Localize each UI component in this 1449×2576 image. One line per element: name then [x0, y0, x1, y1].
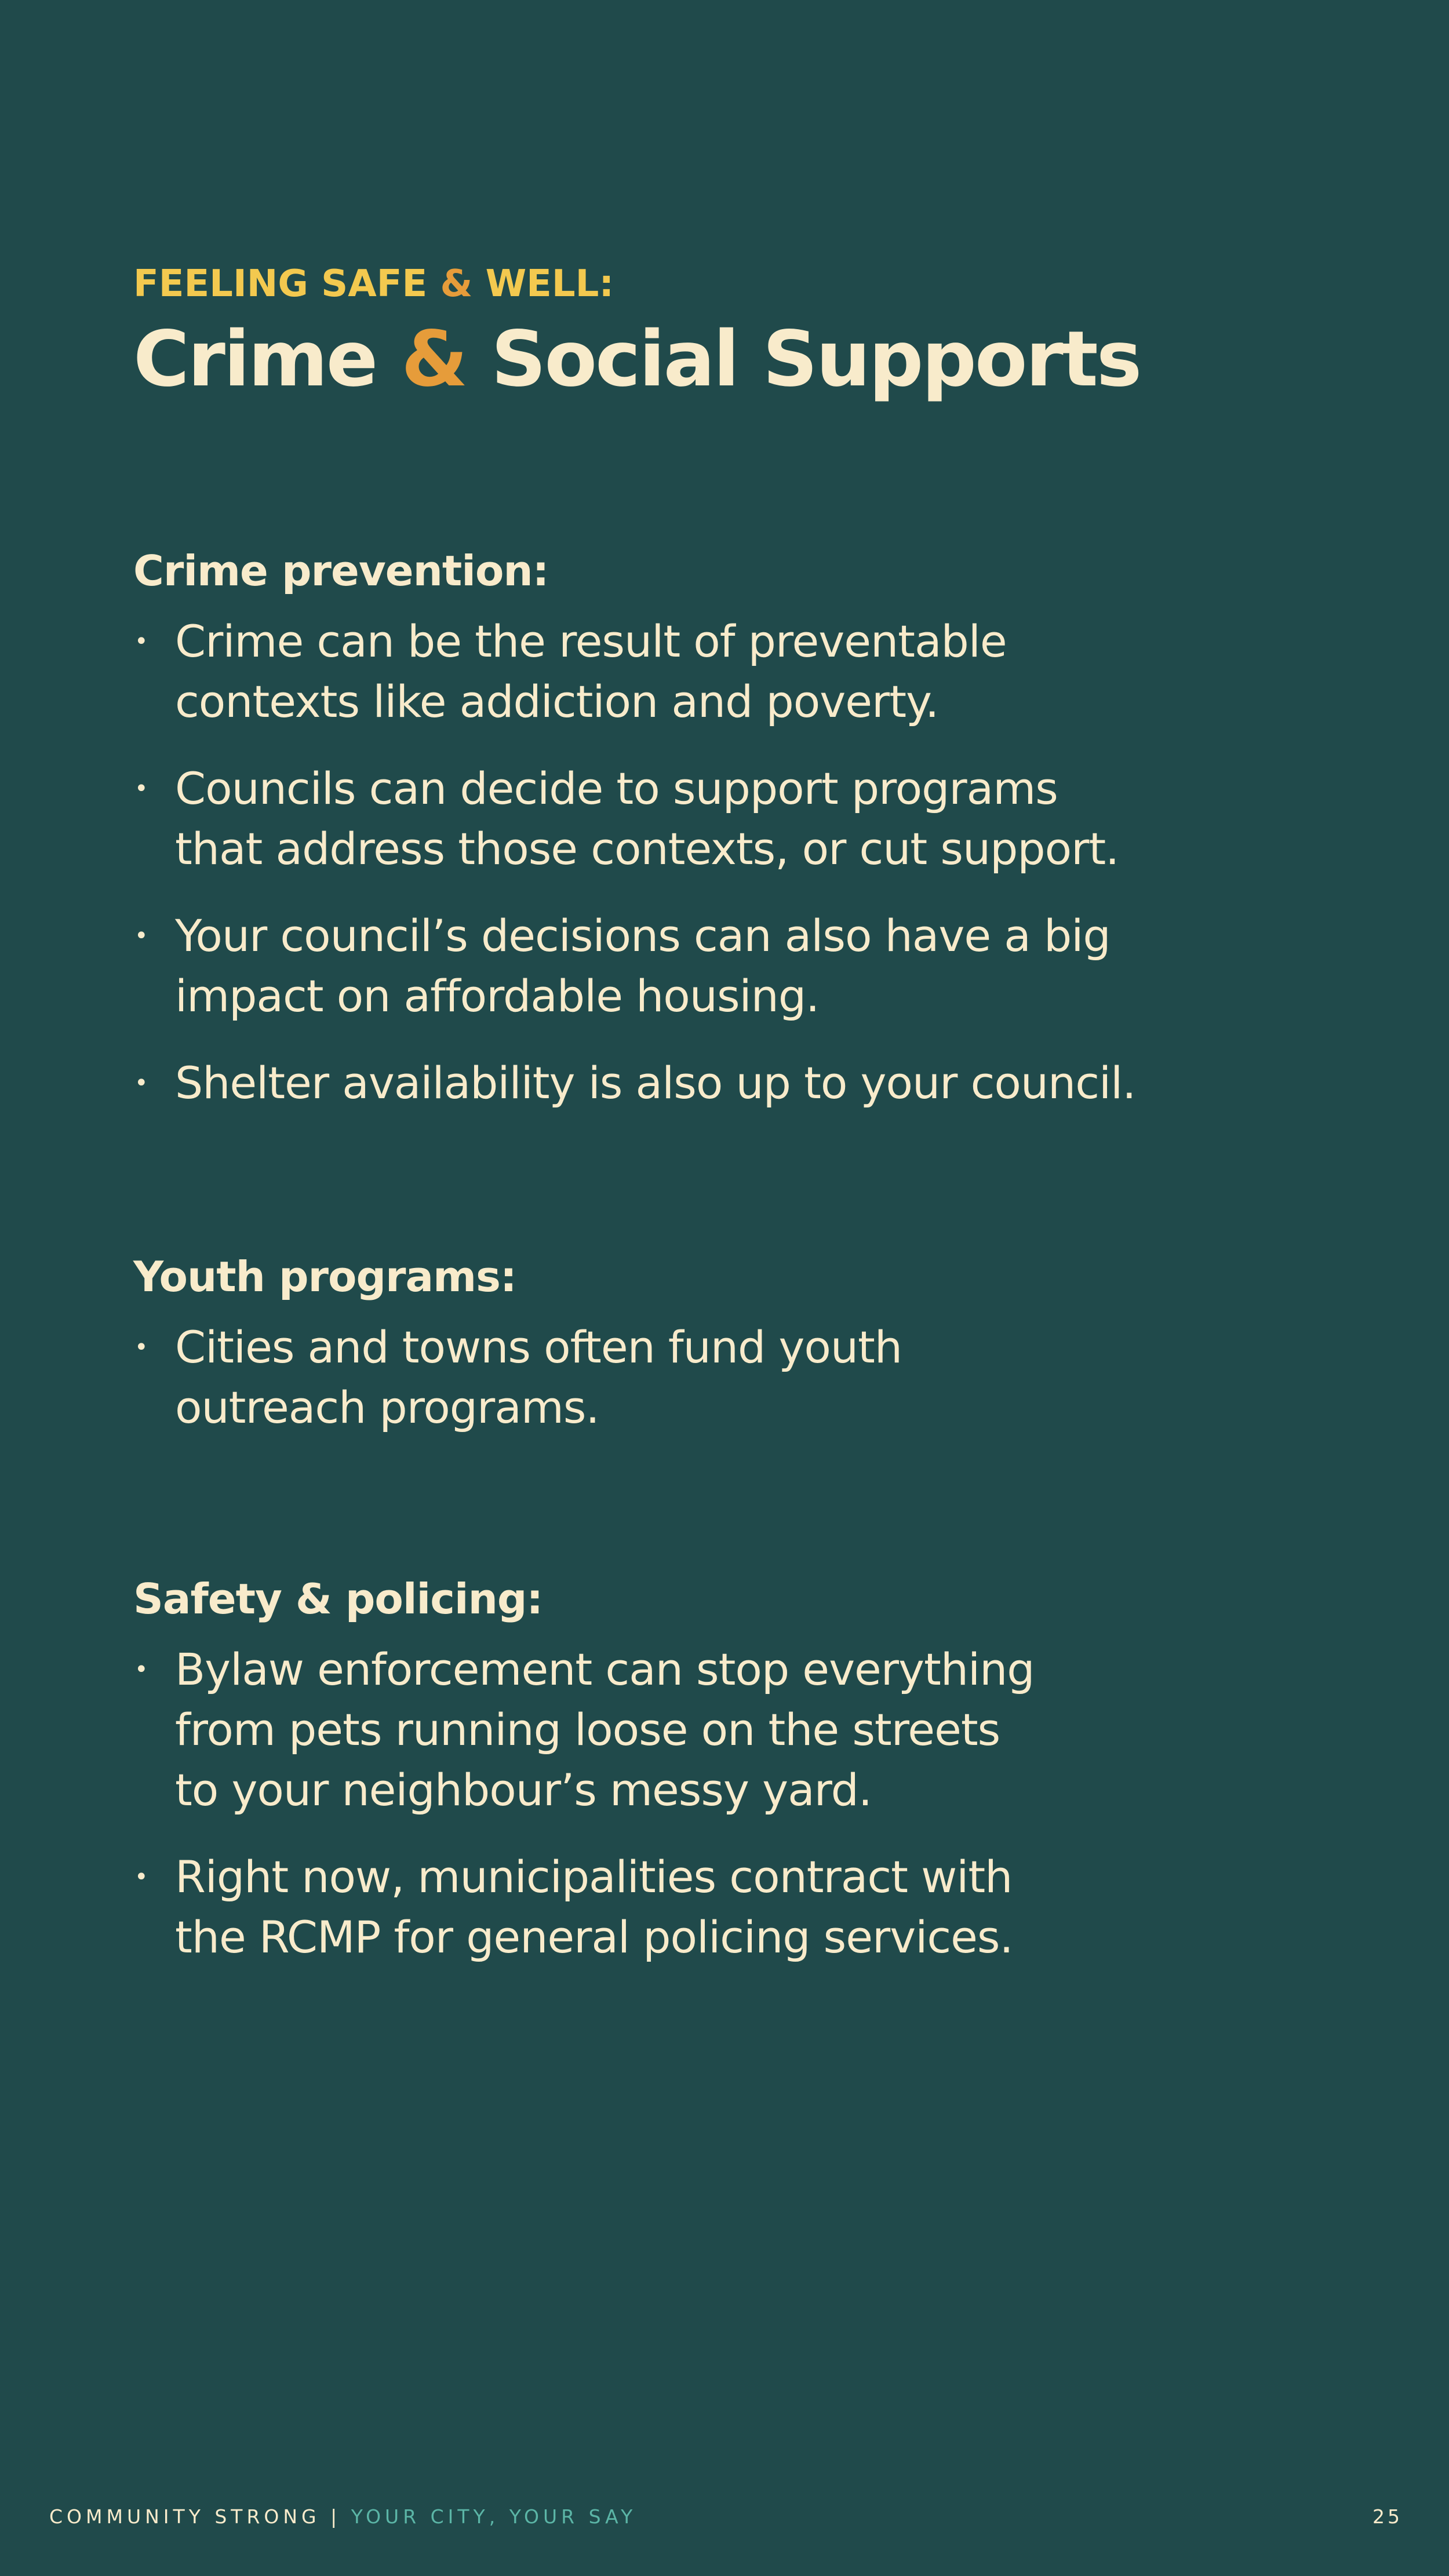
list-item-line: Shelter availability is also up to your council.: [175, 1057, 1136, 1109]
kicker-text-2: WELL:: [485, 263, 614, 305]
section-heading: Safety & policing:: [133, 1575, 543, 1623]
list-item-line: Crime can be the result of preventable: [175, 615, 1007, 667]
list-item-line: that address those contexts, or cut support.: [175, 823, 1119, 875]
kicker-text-1: FEELING SAFE: [133, 263, 428, 305]
list-item: [133, 759, 1177, 879]
list-item-line: contexts like addiction and poverty.: [175, 676, 939, 727]
list-item-line: from pets running loose on the streets: [175, 1704, 1000, 1755]
list-item-line: Bylaw enforcement can stop everything: [175, 1644, 1035, 1695]
list-item: [133, 1639, 1177, 1820]
bullet-icon: •: [134, 923, 148, 949]
bullet-icon: •: [134, 1656, 148, 1683]
list-item-line: to your neighbour’s messy yard.: [175, 1764, 872, 1816]
title-ampersand: &: [401, 315, 467, 404]
list-item-line: the RCMP for general policing services.: [175, 1911, 1013, 1963]
list-item-line: outreach programs.: [175, 1382, 599, 1433]
list-item-line: Your council’s decisions can also have a big: [175, 910, 1111, 961]
section-heading: Youth programs:: [133, 1252, 516, 1301]
section-safety-policing: [133, 1570, 1177, 1994]
list-item-line: Cities and towns often fund youth: [175, 1321, 902, 1373]
kicker-ampersand: &: [440, 263, 473, 305]
section-youth-programs: [133, 1248, 1177, 1464]
list-item: [133, 611, 1177, 732]
bullet-icon: •: [134, 775, 148, 802]
bullet-icon: •: [134, 1864, 148, 1890]
bullet-list: [133, 611, 1177, 1113]
footer-brand: COMMUNITY STRONG |: [49, 2505, 341, 2528]
section-heading: Crime prevention:: [133, 546, 549, 595]
title-text-2: Social Supports: [491, 315, 1141, 404]
list-item-line: Councils can decide to support programs: [175, 763, 1058, 814]
footer-tagline: [49, 2502, 636, 2531]
bullet-list: [133, 1639, 1177, 1967]
list-item: [133, 1053, 1177, 1113]
bullet-list: [133, 1317, 1177, 1438]
bullet-icon: •: [134, 628, 148, 655]
bullet-icon: •: [134, 1334, 148, 1361]
list-item-line: impact on affordable housing.: [175, 970, 820, 1022]
page-number: 25: [1372, 2505, 1403, 2528]
bullet-icon: •: [134, 1070, 148, 1096]
list-item: [133, 906, 1177, 1026]
section-kicker: [133, 258, 614, 310]
title-text-1: Crime: [133, 315, 377, 404]
list-item: [133, 1847, 1177, 1967]
list-item: [133, 1317, 1177, 1438]
page-title: [133, 310, 1140, 409]
section-crime-prevention: [133, 542, 1177, 1140]
list-item-line: Right now, municipalities contract with: [175, 1851, 1013, 1903]
footer-slogan: YOUR CITY, YOUR SAY: [351, 2505, 637, 2528]
